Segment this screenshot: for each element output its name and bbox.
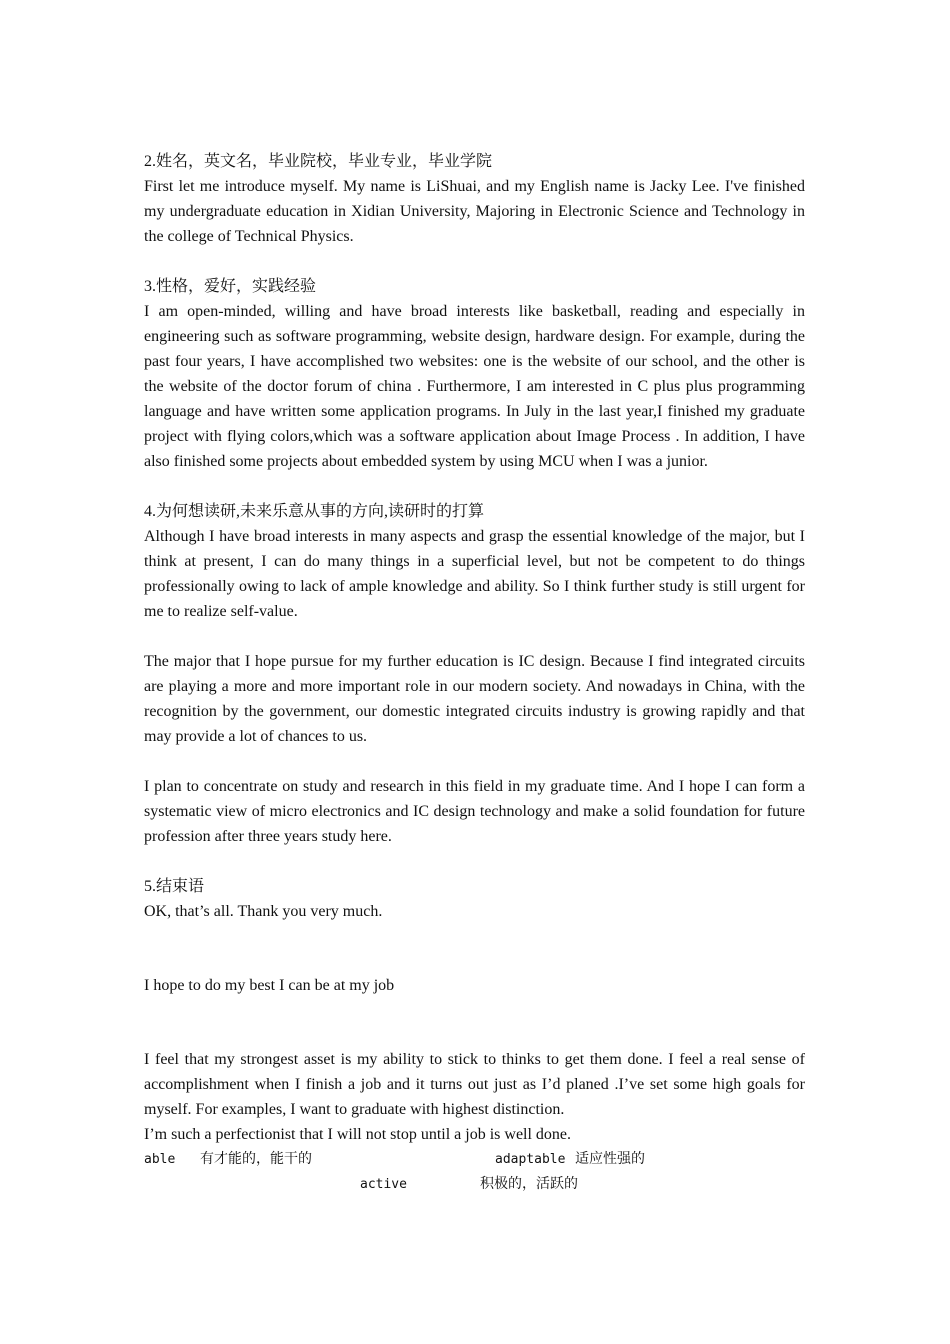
hope-line: I hope to do my best I can be at my job: [144, 977, 395, 994]
section-4-heading: 4.为何想读研,未来乐意从事的方向,读研时的打算: [144, 503, 485, 520]
document-page: [144, 149, 805, 1197]
strongest-asset-paragraph: I feel that my strongest asset is my ability to stick to thinks to get them done. I feel a real sense of accomplishment when I finish a job and it turns out just as I’d planed .I’ve set some high goals for myself. For examples, I want to graduate with highest distinction.: [144, 1051, 805, 1118]
spacer: [144, 474, 805, 499]
spacer: [144, 624, 805, 649]
vocab-meaning: 积极的，活跃的: [480, 1176, 578, 1192]
spacer: [144, 249, 805, 274]
vocabulary-row-1: [144, 1147, 805, 1172]
section-5-body: OK, that’s all. Thank you very much.: [144, 903, 383, 920]
vocab-word: active: [360, 1177, 407, 1192]
section-3-body: I am open-minded, willing and have broad interests like basketball, reading and especially in engineering such as software programming, website design, hardware design. For example, during the past four years, I have accomplished two websites: one is the website of our school, and the other is the website of the doctor forum of china . Furthermore, I am interested in C plus plus programming language and have written some application programs. In July in the last year,I finished my graduate project with flying colors,which was a software application about Image Process . In addition, I have also finished some projects about embedded system by using MCU when I was a junior.: [144, 303, 805, 470]
section-2-heading: 2.姓名，英文名，毕业院校，毕业专业，毕业学院: [144, 153, 493, 170]
section-4-paragraph-3: I plan to concentrate on study and research in this field in my graduate time. And I hope I can form a systematic view of micro electronics and IC design technology and make a solid foundation for future profession after three years study here.: [144, 778, 805, 845]
perfectionist-line: I’m such a perfectionist that I will not stop until a job is well done.: [144, 1126, 572, 1143]
vocab-word: able: [144, 1152, 176, 1167]
vocab-meaning: 有才能的，能干的: [200, 1151, 312, 1167]
section-5-heading: 5.结束语: [144, 878, 205, 895]
spacer: [144, 924, 805, 973]
section-3-heading: 3.性格，爱好，实践经验: [144, 278, 317, 295]
spacer: [144, 749, 805, 774]
section-4-paragraph-1: Although I have broad interests in many aspects and grasp the essential knowledge of the major, but I think at present, I can do many things in a superficial level, but not be competent to do things professionally owing to lack of ample knowledge and ability. So I think further study is still urgent for me to realize self-value.: [144, 528, 805, 620]
section-4-paragraph-2: The major that I hope pursue for my further education is IC design. Because I find integrated circuits are playing a more and more important role in our modern society. And nowadays in China, with the recognition by the government, our domestic integrated circuits industry is growing rapidly and that may provide a lot of chances to us.: [144, 653, 805, 745]
vocab-word: adaptable: [495, 1152, 566, 1167]
spacer: [144, 998, 805, 1047]
vocabulary-row-2: [144, 1172, 805, 1197]
vocab-meaning: 适应性强的: [575, 1151, 645, 1167]
section-2-body: First let me introduce myself. My name is LiShuai, and my English name is Jacky Lee. I've finished my undergraduate education in Xidian University, Majoring in Electronic Science and Technology in the college of Technical Physics.: [144, 178, 805, 245]
spacer: [144, 849, 805, 874]
